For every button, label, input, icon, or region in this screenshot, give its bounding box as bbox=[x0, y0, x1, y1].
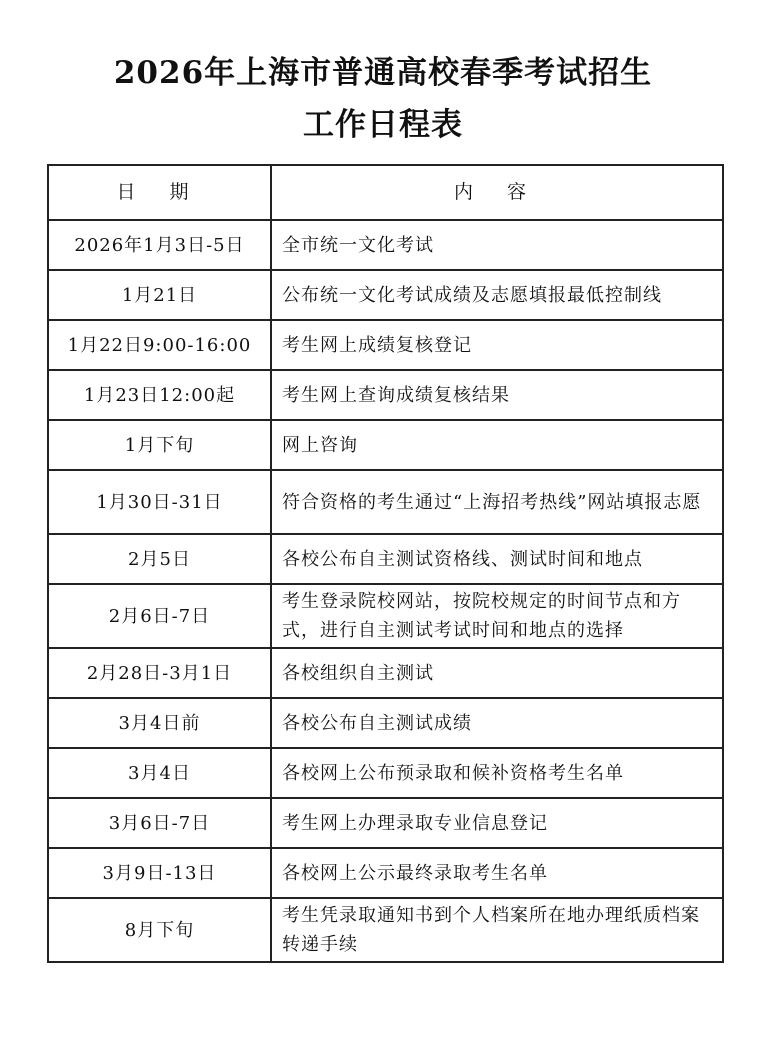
date-cell: 1月22日9:00-16:00 bbox=[48, 320, 271, 370]
content-cell: 网上咨询 bbox=[271, 420, 723, 470]
content-cell: 考生网上成绩复核登记 bbox=[271, 320, 723, 370]
date-cell: 2月28日-3月1日 bbox=[48, 648, 271, 698]
date-cell: 3月9日-13日 bbox=[48, 848, 271, 898]
document-title-line2: 工作日程表 bbox=[303, 107, 463, 143]
header-date: 日 期 bbox=[48, 165, 271, 220]
table-row bbox=[48, 270, 723, 320]
date-cell: 1月下旬 bbox=[48, 420, 271, 470]
table-row bbox=[48, 320, 723, 370]
content-cell: 考生网上办理录取专业信息登记 bbox=[271, 798, 723, 848]
content-cell: 考生网上查询成绩复核结果 bbox=[271, 370, 723, 420]
schedule-table bbox=[47, 164, 724, 963]
table-row bbox=[48, 748, 723, 798]
table-row bbox=[48, 534, 723, 584]
table-row bbox=[48, 584, 723, 648]
table-body bbox=[48, 220, 723, 962]
date-cell: 2月6日-7日 bbox=[48, 584, 271, 648]
date-cell: 3月4日 bbox=[48, 748, 271, 798]
table-header bbox=[48, 165, 723, 220]
document-title-line1: 2026年上海市普通高校春季考试招生 bbox=[113, 55, 653, 91]
table-row bbox=[48, 370, 723, 420]
content-cell: 公布统一文化考试成绩及志愿填报最低控制线 bbox=[271, 270, 723, 320]
date-cell: 2月5日 bbox=[48, 534, 271, 584]
content-cell: 各校网上公示最终录取考生名单 bbox=[271, 848, 723, 898]
content-cell: 各校组织自主测试 bbox=[271, 648, 723, 698]
table-row bbox=[48, 848, 723, 898]
table-row bbox=[48, 798, 723, 848]
table-row bbox=[48, 698, 723, 748]
table-row bbox=[48, 898, 723, 962]
content-cell: 考生凭录取通知书到个人档案所在地办理纸质档案转递手续 bbox=[271, 898, 723, 962]
content-cell: 各校网上公布预录取和候补资格考生名单 bbox=[271, 748, 723, 798]
date-cell: 8月下旬 bbox=[48, 898, 271, 962]
date-cell: 1月23日12:00起 bbox=[48, 370, 271, 420]
date-cell: 3月4日前 bbox=[48, 698, 271, 748]
content-cell: 各校公布自主测试成绩 bbox=[271, 698, 723, 748]
date-cell: 3月6日-7日 bbox=[48, 798, 271, 848]
table-row bbox=[48, 420, 723, 470]
date-cell: 2026年1月3日-5日 bbox=[48, 220, 271, 270]
content-cell: 考生登录院校网站，按院校规定的时间节点和方式，进行自主测试考试时间和地点的选择 bbox=[271, 584, 723, 648]
table-row bbox=[48, 648, 723, 698]
date-cell: 1月21日 bbox=[48, 270, 271, 320]
header-content: 内 容 bbox=[271, 165, 723, 220]
content-cell: 符合资格的考生通过“上海招考热线”网站填报志愿 bbox=[271, 470, 723, 534]
header-row bbox=[48, 165, 723, 220]
content-cell: 全市统一文化考试 bbox=[271, 220, 723, 270]
content-cell: 各校公布自主测试资格线、测试时间和地点 bbox=[271, 534, 723, 584]
table-row bbox=[48, 220, 723, 270]
table-row bbox=[48, 470, 723, 534]
date-cell: 1月30日-31日 bbox=[48, 470, 271, 534]
